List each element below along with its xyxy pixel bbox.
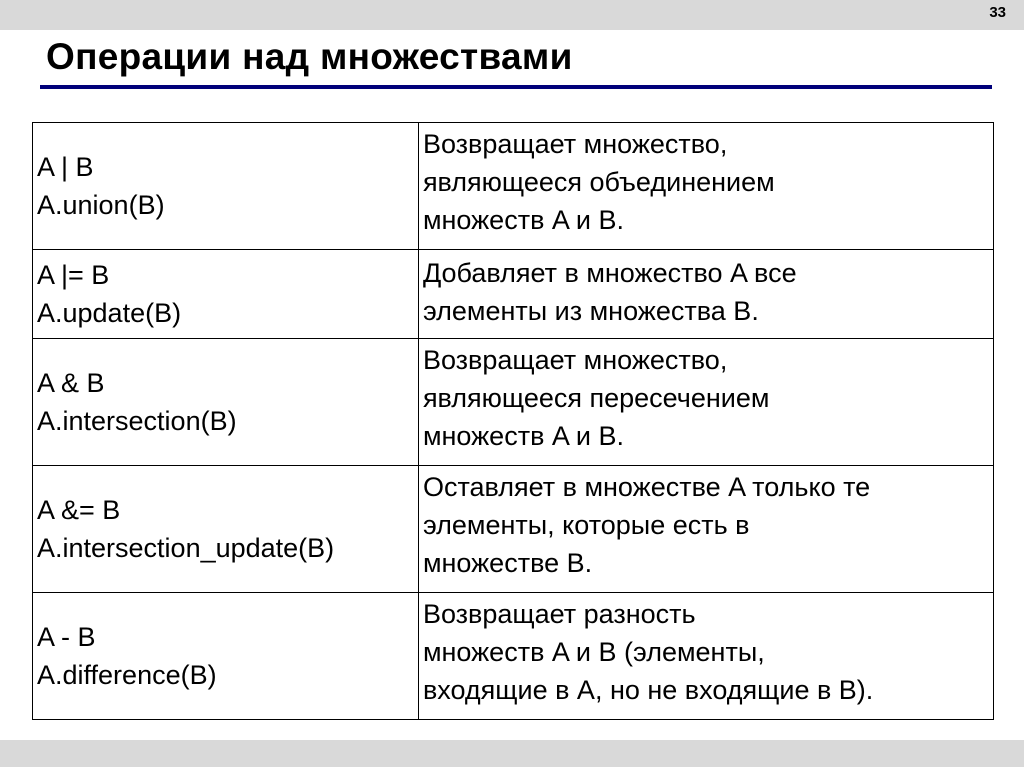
bottom-bar [0,740,1024,767]
description-line: входящие в A, но не входящие в B). [422,675,874,705]
description-line: Возвращает множество, [422,129,728,159]
description-line: Возвращает множество, [422,345,728,375]
description-cell [418,466,993,593]
slide-title: Операции над множествами [46,36,573,77]
table-row [33,466,994,593]
operation-cell [33,250,419,339]
description-line: множеств A и B (элементы, [422,637,765,667]
method-syntax: A.union(B) [37,190,165,220]
table-row [33,123,994,250]
description-line: множестве B. [422,548,593,578]
operator-syntax: A | B [37,152,94,182]
top-bar [0,0,1024,30]
operator-syntax: A |= B [37,260,110,290]
table-row [33,250,994,339]
method-syntax: A.intersection_update(B) [37,533,335,563]
description-cell [418,339,993,466]
operator-syntax: A & B [37,368,105,398]
operator-syntax: A - B [37,622,96,652]
title-underline [40,85,992,89]
operation-cell [33,593,419,720]
description-cell [418,593,993,720]
description-line: элементы, которые есть в [422,510,750,540]
description-line: элементы из множества B. [422,296,759,326]
description-line: Добавляет в множество A все [422,258,797,288]
description-line: являющееся объединением [422,167,775,197]
method-syntax: A.update(B) [37,298,182,328]
operation-cell [33,123,419,250]
description-line: множеств A и B. [422,421,625,451]
description-line: множеств A и B. [422,205,625,235]
operation-cell [33,339,419,466]
set-operations-table [32,122,994,720]
description-line: Оставляет в множестве A только те [422,472,871,502]
description-cell [418,123,993,250]
slide-number: 33 [989,4,1006,21]
operator-syntax: A &= B [37,495,121,525]
table-row [33,339,994,466]
description-line: Возвращает разность [422,599,696,629]
method-syntax: A.difference(B) [37,660,217,690]
operation-cell [33,466,419,593]
description-cell [418,250,993,339]
description-line: являющееся пересечением [422,383,770,413]
table-row [33,593,994,720]
method-syntax: A.intersection(B) [37,406,237,436]
